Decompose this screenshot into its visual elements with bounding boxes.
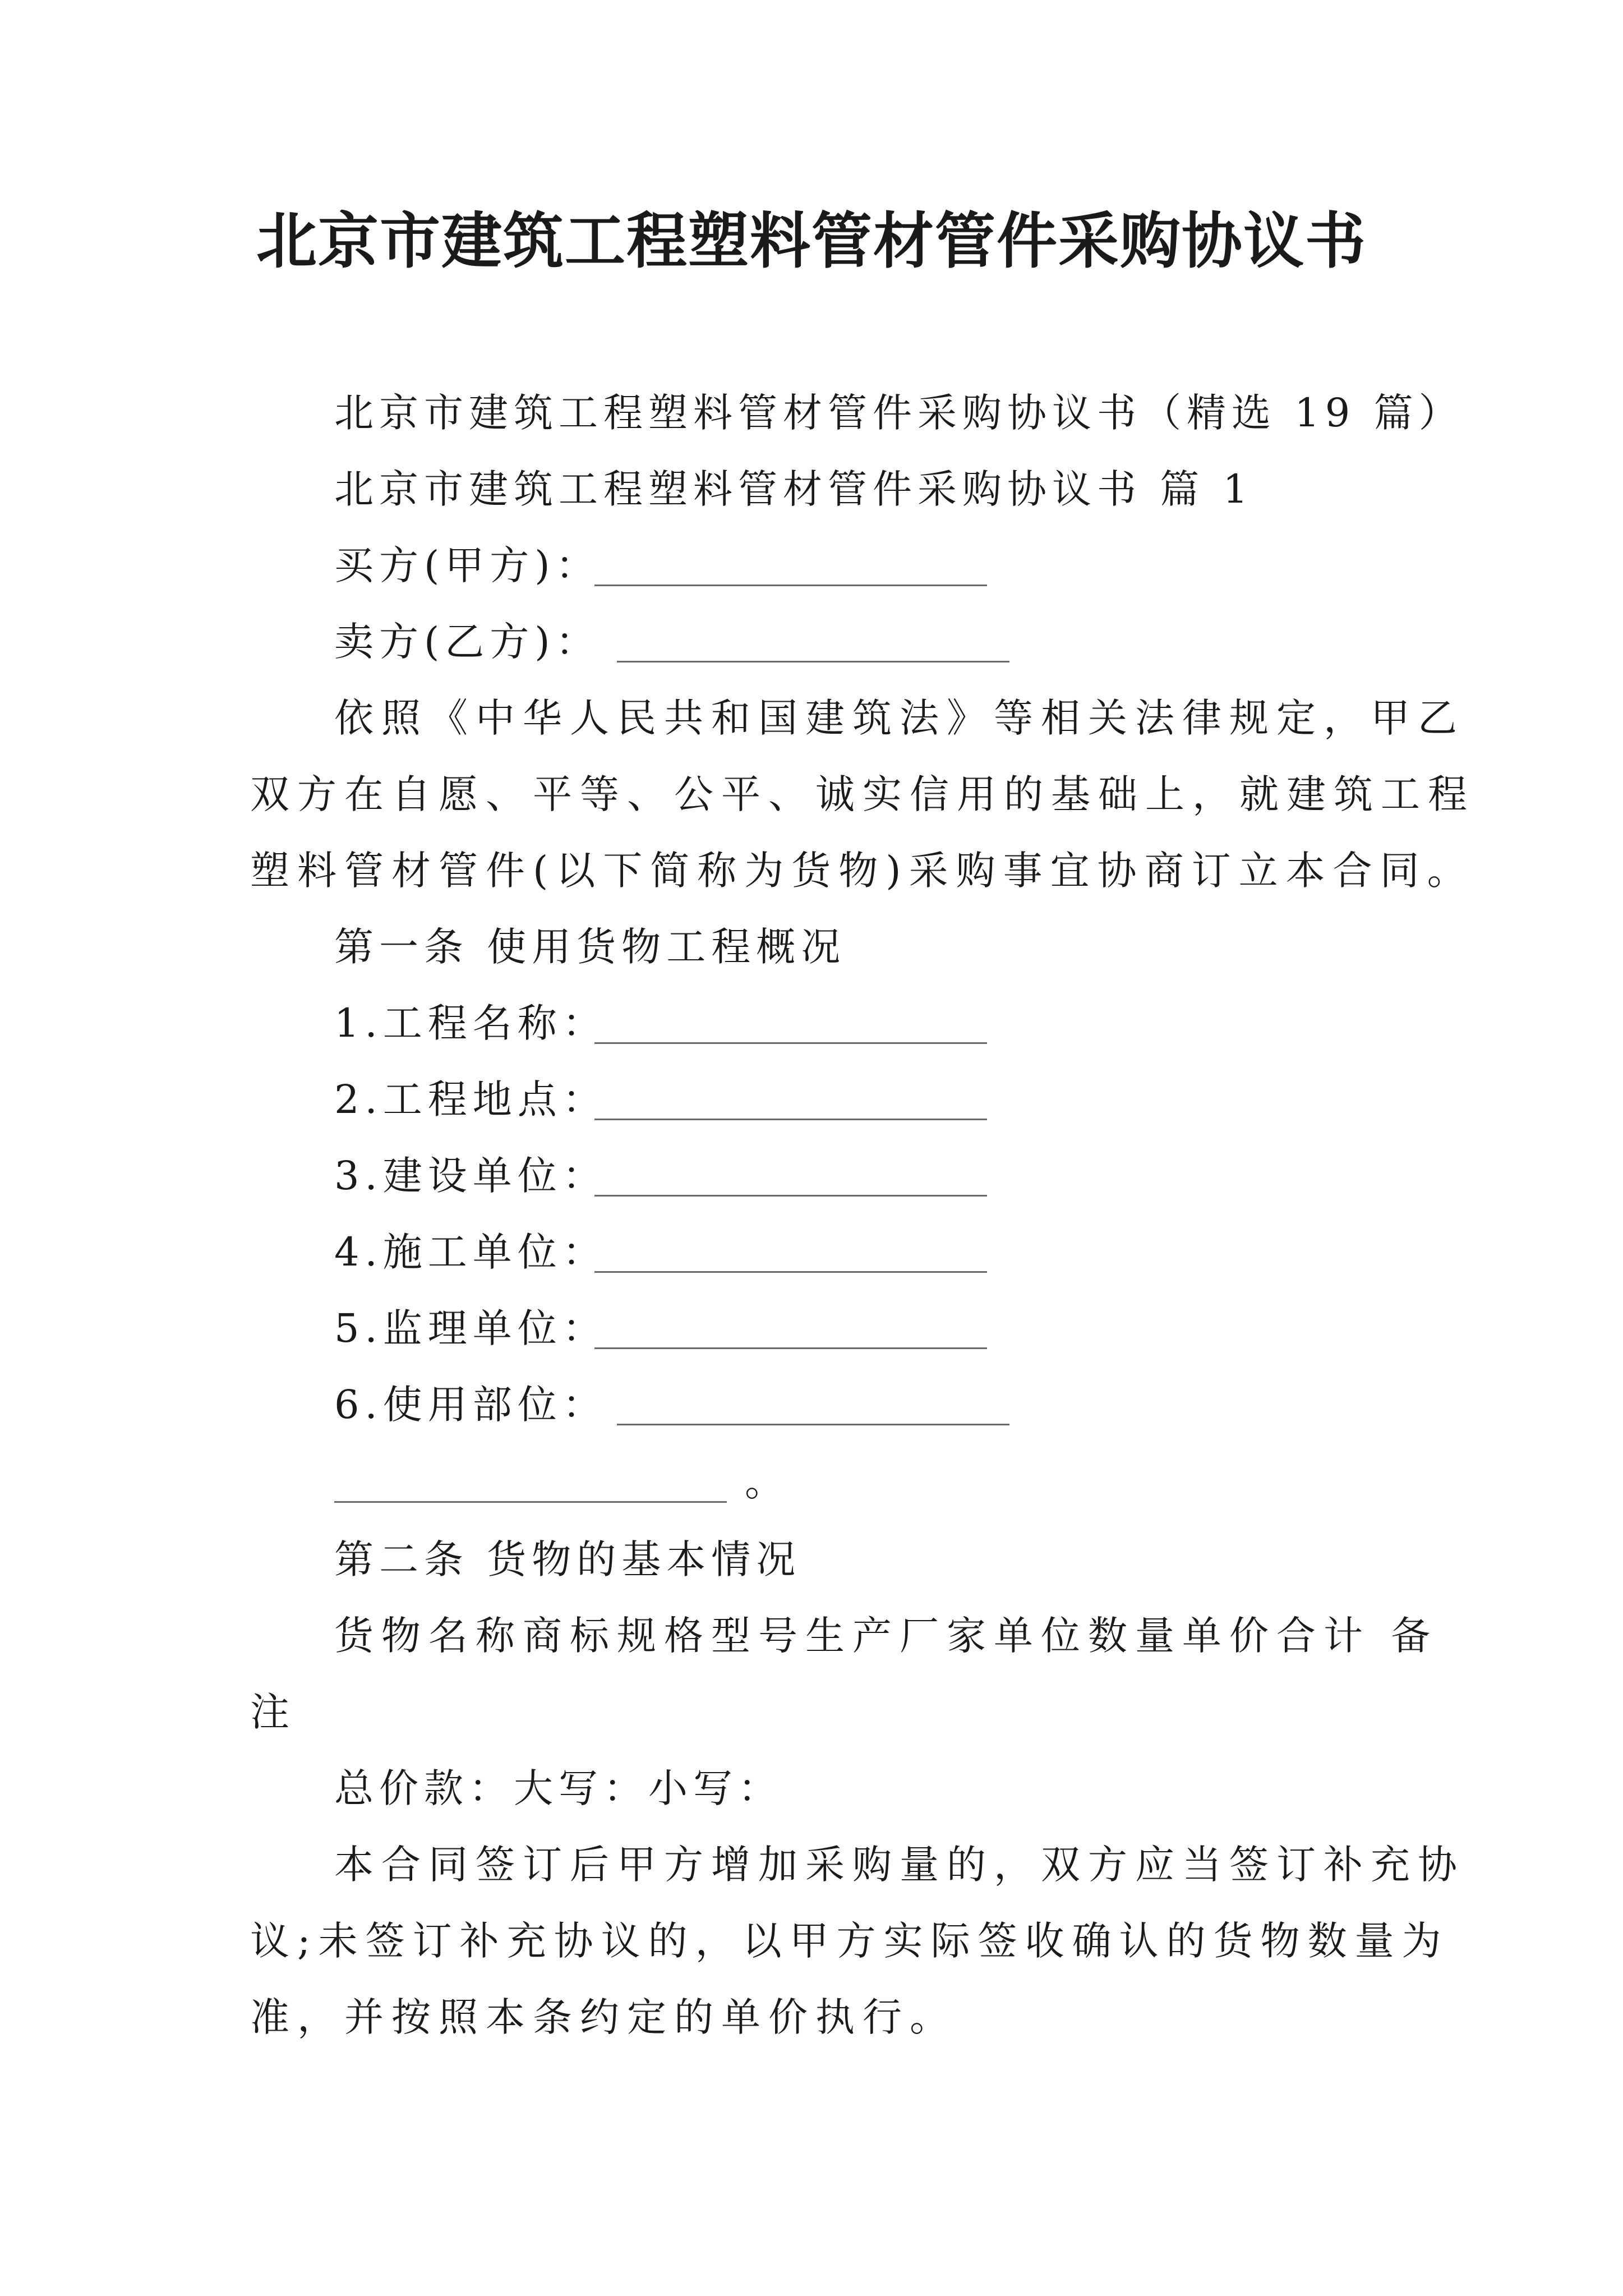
article1-heading: 第一条 使用货物工程概况 bbox=[334, 924, 846, 970]
total-price: 总价款：大写：小写： bbox=[334, 1765, 783, 1811]
continuation-blank bbox=[334, 1499, 727, 1503]
article1-item-5: 5.监理单位： bbox=[334, 1305, 607, 1351]
intro-line-3: 塑料管材管件(以下简称为货物)采购事宜协商订立本合同。 bbox=[250, 848, 1474, 894]
seller-line bbox=[334, 614, 601, 670]
article1-item-6: 6.使用部位： bbox=[334, 1382, 607, 1428]
buyer-blank bbox=[594, 582, 987, 586]
article1-item-3-blank bbox=[594, 1193, 987, 1197]
buyer-label: 买方(甲方)： bbox=[334, 542, 601, 588]
goods-header-line-2: 注 bbox=[250, 1689, 295, 1735]
continuation-end-mark: 。 bbox=[745, 1459, 790, 1505]
document-title: 北京市建筑工程塑料管材管件采购协议书 bbox=[256, 206, 1367, 277]
article2-heading: 第二条 货物的基本情况 bbox=[334, 1536, 801, 1582]
section-heading: 北京市建筑工程塑料管材管件采购协议书 篇 1 bbox=[334, 466, 1254, 512]
article1-item-2: 2.工程地点： bbox=[334, 1076, 607, 1122]
seller-blank bbox=[617, 659, 1009, 662]
closing-line-2: 议;未签订补充协议的，以甲方实际签收确认的货物数量为 bbox=[250, 1918, 1449, 1964]
article1-item-1-blank bbox=[594, 1040, 987, 1044]
closing-line-3: 准，并按照本条约定的单价执行。 bbox=[250, 1994, 957, 2040]
article1-item-4-blank bbox=[594, 1269, 987, 1273]
seller-label: 卖方(乙方)： bbox=[334, 619, 601, 665]
article1-item-3: 3.建设单位： bbox=[334, 1153, 607, 1199]
subtitle: 北京市建筑工程塑料管材管件采购协议书（精选 19 篇） bbox=[334, 390, 1464, 436]
article1-item-4: 4.施工单位： bbox=[334, 1229, 607, 1275]
intro-line-1: 依照《中华人民共和国建筑法》等相关法律规定，甲乙 bbox=[334, 695, 1465, 741]
goods-header-line-1: 货物名称商标规格型号生产厂家单位数量单价合计 备 bbox=[334, 1613, 1438, 1659]
closing-line-1: 本合同签订后甲方增加采购量的，双方应当签订补充协 bbox=[334, 1842, 1465, 1888]
article1-item-1: 1.工程名称： bbox=[334, 1000, 607, 1046]
buyer-line bbox=[334, 537, 601, 593]
intro-line-2: 双方在自愿、平等、公平、诚实信用的基础上，就建筑工程 bbox=[250, 771, 1475, 817]
article1-item-5-blank bbox=[594, 1345, 987, 1349]
article1-item-2-blank bbox=[594, 1116, 987, 1120]
article1-item-6-blank bbox=[617, 1421, 1009, 1425]
